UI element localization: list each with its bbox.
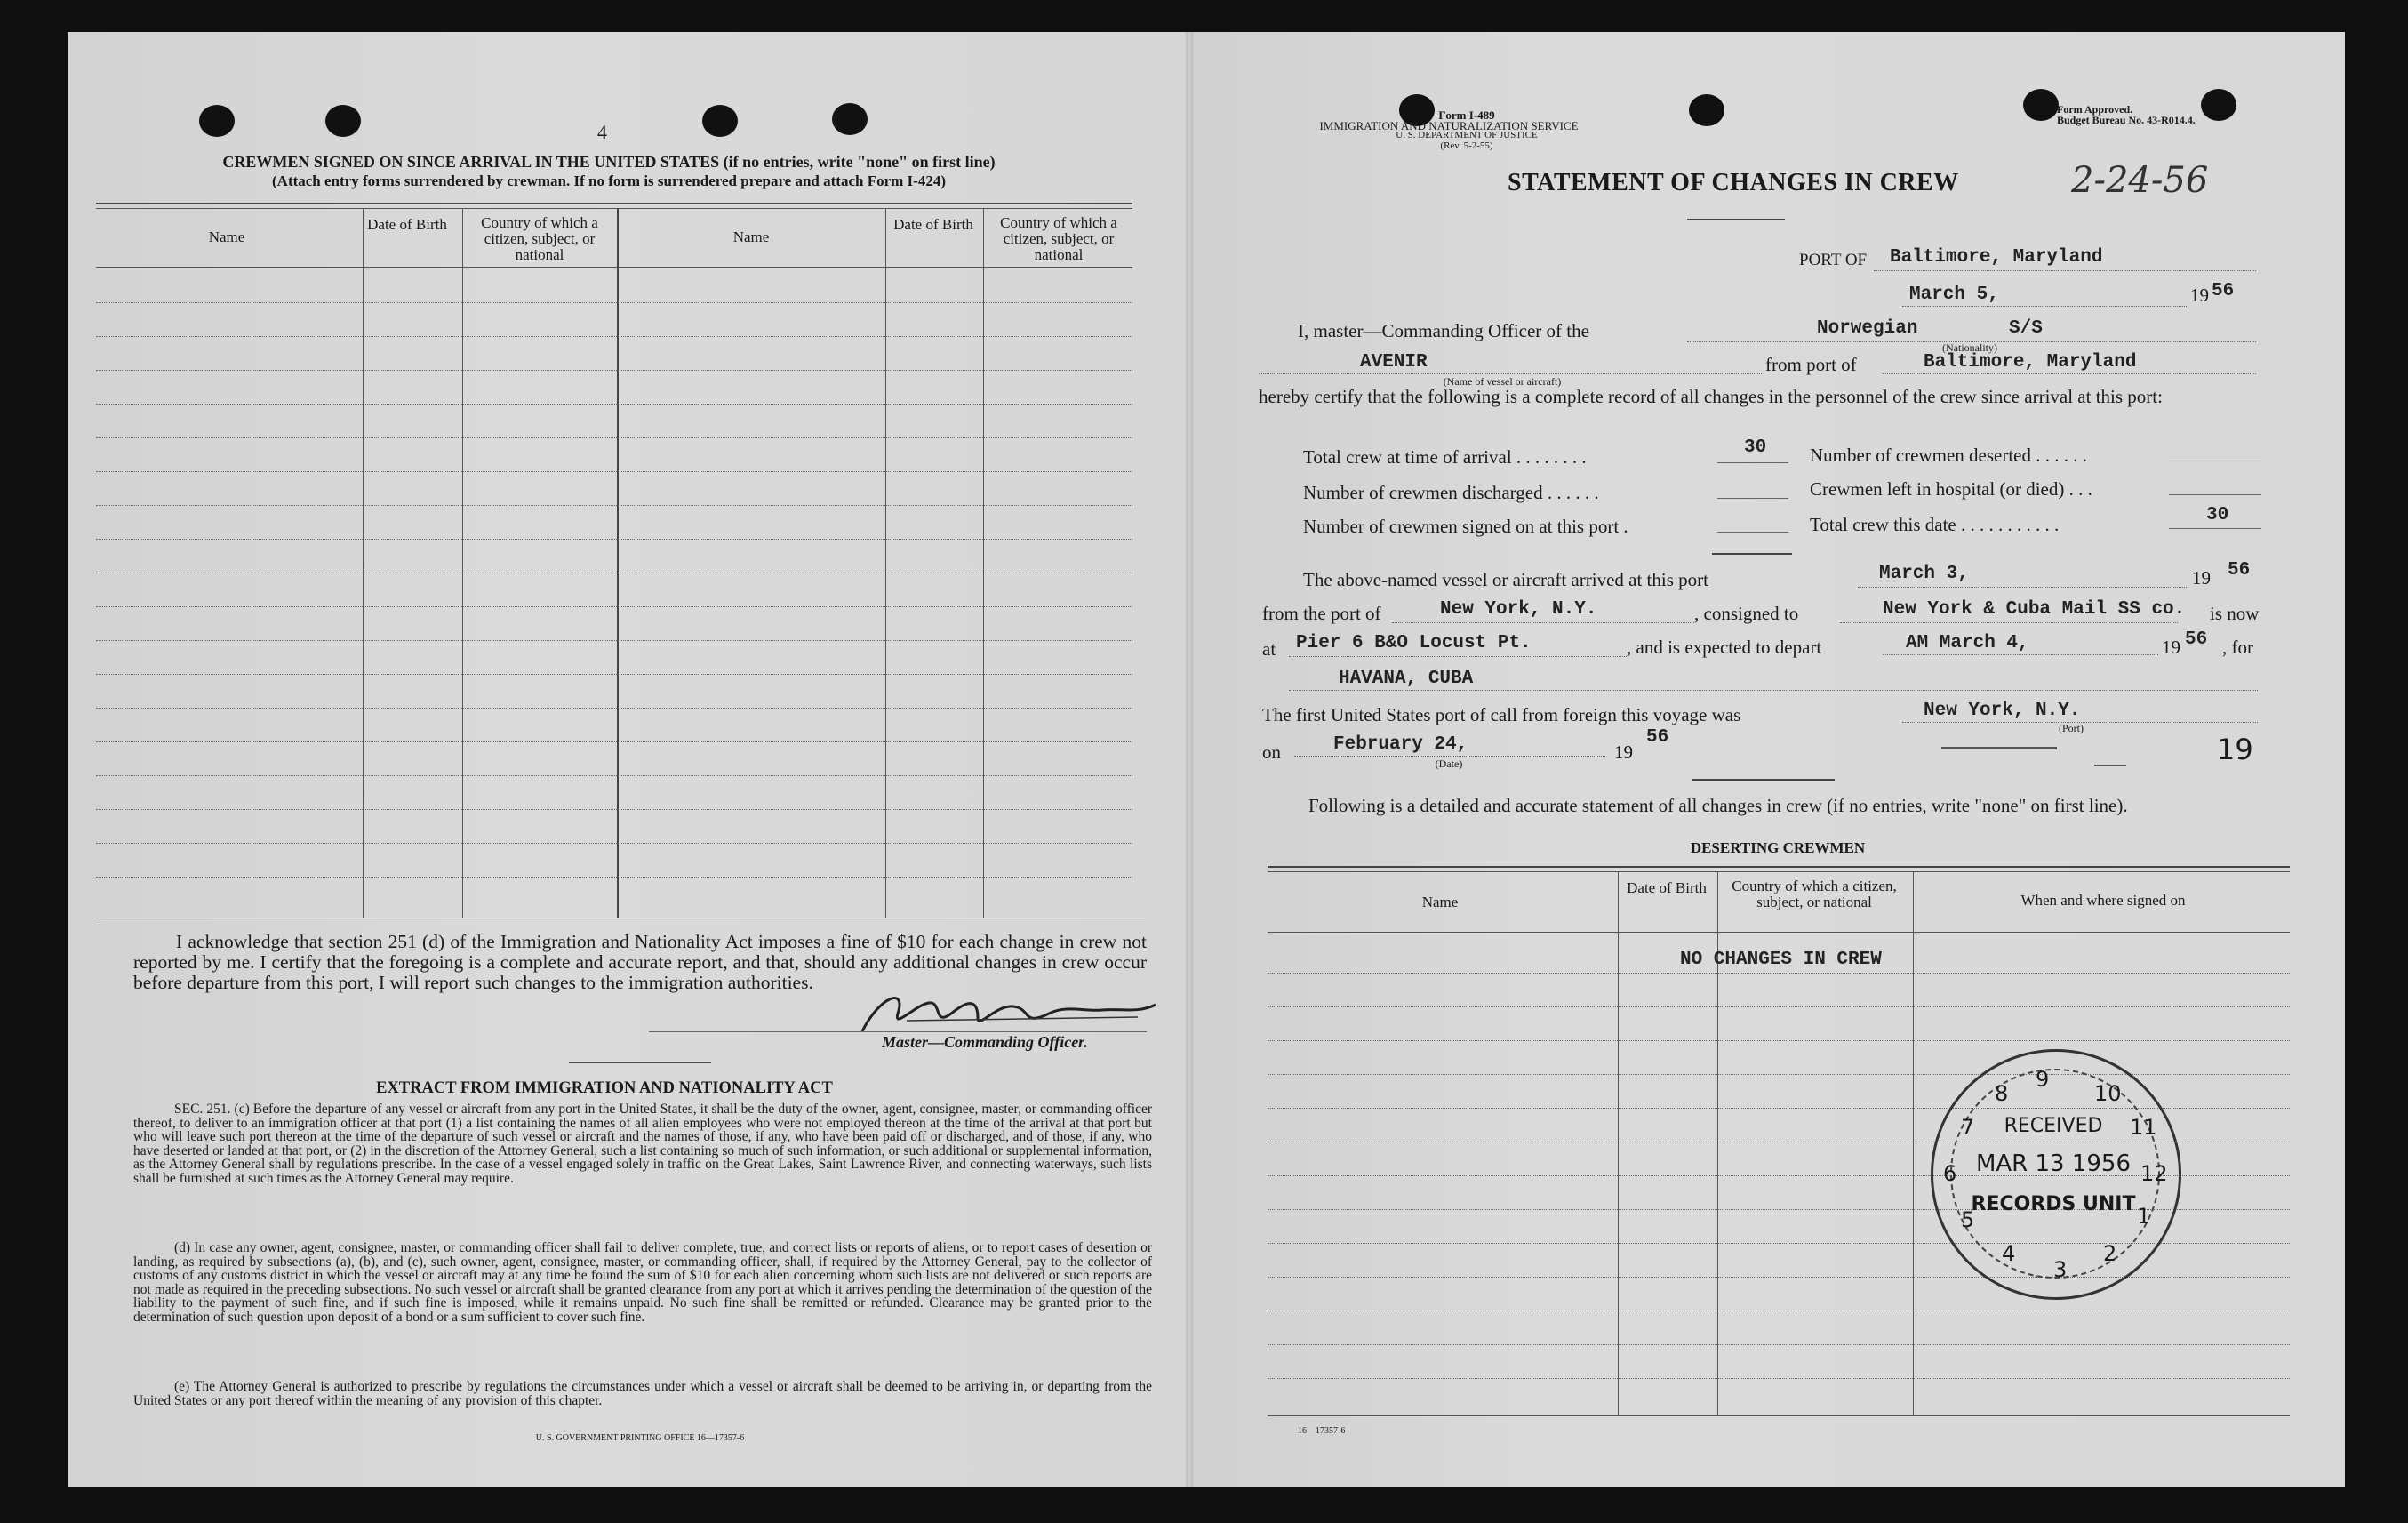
- right-page: [1189, 32, 2345, 1487]
- certify-text: hereby certify that the following is a complete record of all changes in the personnel of the crew since arrival at this port:: [1259, 386, 2163, 407]
- stamp-hour: 3: [2053, 1257, 2068, 1282]
- stamp-hour: 6: [1943, 1161, 1957, 1186]
- total-arrival-value: 30: [1744, 437, 1767, 458]
- form-revision: (Rev. 5-2-55): [1440, 140, 1493, 151]
- extract-section-c: SEC. 251. (c) Before the departure of any vessel or aircraft from any port in the United States, it shall be the duty of the owner, agent, consignee, master, or commanding officer thereof, to deliver to an immigration officer at that port (1) a list containing the names of all alien employees who were not employed thereon at the time of the arrival at that port but who will leave such port thereon at the time of the departure of such vessel or aircraft and the names of those, if any, who have been paid off or discharged, and of those, if any, who have deserted or landed at that port, or (2) in the discretion of the Attorney General, such a list containing so much of such information, or such additional or supplemental information, as the Attorney General shall by regulations prescribe. In the case of a vessel engaged solely in traffic on the Great Lakes, Saint Lawrence River, and connecting waterways, such lists shall be furnished at such times as the Attorney General may require.: [133, 1102, 1152, 1186]
- stamp-hour: 5: [1961, 1207, 1975, 1232]
- total-arrival-label: Total crew at time of arrival . . . . . . . .: [1303, 446, 1587, 468]
- first-port-year-prefix: 19: [1614, 741, 1633, 763]
- extract-section-d: (d) In case any owner, agent, consignee, master, or commanding officer shall fail to deliver complete, true, and correct lists or reports of aliens, or to report cases of desertion or landing, as required by subsections (a), (b), and (c), such owner, agent, consignee, master, or commanding officer, shall, if required by the Attorney General, pay to the collector of customs of any customs district in which the vessel or aircraft may at any time be found the sum of $10 for each alien concerning whom such lists are not delivered or such reports are not made as required in the preceding subsections. No such vessel or aircraft shall be granted clearance from any port at which it arrives pending the determination of the question of the liability to the payment of such fine, and if such fine is imposed, while it remains unpaid. No such fine shall be remitted or refunded. Clearance may be granted prior to the determination of such question upon deposit of a bond or a sum sufficient to cover such fine.: [133, 1240, 1152, 1325]
- destination: HAVANA, CUBA: [1339, 669, 1474, 689]
- for-label: , for: [2222, 637, 2253, 658]
- arrived-text: The above-named vessel or aircraft arrived at this port: [1303, 569, 1708, 590]
- col-header-dob-2: Date of Birth: [893, 216, 973, 233]
- crewmen-signed-subheader: (Attach entry forms surrendered by crewman. If no form is surrendered prepare and attach Form I-424): [272, 172, 946, 189]
- col-header-name: Name: [208, 228, 245, 245]
- punch-hole: [199, 105, 235, 137]
- depart-year-prefix: 19: [2162, 637, 2180, 658]
- from-port-label: from port of: [1765, 354, 1857, 375]
- no-changes-entry: NO CHANGES IN CREW: [1680, 950, 1882, 970]
- vessel-caption: (Name of vessel or aircraft): [1443, 375, 1562, 388]
- punch-hole: [2023, 89, 2059, 121]
- extract-title: EXTRACT FROM IMMIGRATION AND NATIONALITY ACT: [376, 1079, 833, 1097]
- report-date: March 5,: [1909, 285, 1999, 305]
- vessel-type: S/S: [2009, 318, 2043, 339]
- first-port-date: February 24,: [1333, 734, 1468, 755]
- on-label: on: [1262, 741, 1281, 763]
- punch-hole: [832, 103, 868, 135]
- depart-year: 56: [2185, 629, 2208, 650]
- stamp-date: MAR 13 1956: [1975, 1150, 2132, 1177]
- stamp-hour: 8: [1995, 1081, 2009, 1106]
- master-text: I, master—Commanding Officer of the: [1298, 320, 1589, 341]
- form-title: STATEMENT OF CHANGES IN CREW: [1508, 169, 1959, 196]
- deserted-label: Number of crewmen deserted . . . . . .: [1810, 445, 2087, 466]
- following-text: Following is a detailed and accurate statement of all changes in crew (if no entries, write "none" on first line).: [1308, 795, 2128, 816]
- right-printer-imprint: 16—17357-6: [1298, 1426, 1346, 1436]
- arrived-year-prefix: 19: [2192, 567, 2211, 589]
- stamp-hour: 7: [1961, 1115, 1975, 1140]
- stamp-hour: 4: [2002, 1241, 2016, 1266]
- first-port-year: 56: [1646, 727, 1669, 748]
- extract-section-e: (e) The Attorney General is authorized to prescribe by regulations the circumstances under which a vessel or aircraft shall be deemed to be arriving in, or departing from the United States or any port thereof within the meaning of any provision of this chapter.: [133, 1379, 1152, 1408]
- from-port-of-label: from the port of: [1262, 603, 1381, 624]
- vessel-nationality: Norwegian: [1817, 318, 1918, 339]
- desert-col-name: Name: [1421, 894, 1459, 910]
- crewmen-signed-header: CREWMEN SIGNED ON SINCE ARRIVAL IN THE UNITED STATES (if no entries, write "none" on first line): [222, 153, 996, 171]
- first-port-value: New York, N.Y.: [1924, 701, 2081, 721]
- report-year: 56: [2212, 281, 2235, 301]
- year-prefix: 19: [2190, 285, 2209, 306]
- stamp-hour: 11: [2130, 1115, 2157, 1140]
- handwritten-date: 2-24-56: [2071, 160, 2209, 201]
- signed-on-label: Number of crewmen signed on at this port .: [1303, 516, 1628, 537]
- desert-col-dob: Date of Birth: [1627, 879, 1707, 896]
- stamp-hour: 9: [2036, 1067, 2050, 1092]
- col-header-country-2: Country of which a citizen, subject, or national: [1000, 214, 1117, 263]
- from-port-of-value: New York, N.Y.: [1440, 599, 1597, 620]
- left-printer-imprint: U. S. GOVERNMENT PRINTING OFFICE 16—17357-6: [535, 1433, 745, 1443]
- signature-caption: Master—Commanding Officer.: [882, 1033, 1088, 1051]
- nationality-caption: (Nationality): [1942, 341, 1997, 354]
- page-gutter: [1186, 32, 1193, 1487]
- agency-name: IMMIGRATION AND NATURALIZATION SERVICE: [1319, 119, 1579, 132]
- stamp-hour: 12: [2140, 1161, 2168, 1186]
- hospital-label: Crewmen left in hospital (or died) . . .: [1810, 478, 2092, 500]
- from-port-value: Baltimore, Maryland: [1924, 352, 2137, 373]
- page-number: 4: [597, 121, 607, 143]
- at-label: at: [1262, 638, 1276, 660]
- is-now-label: is now: [2210, 603, 2260, 624]
- col-header-dob: Date of Birth: [367, 216, 447, 233]
- punch-hole: [325, 105, 361, 137]
- acknowledgement-text: I acknowledge that section 251 (d) of the Immigration and Nationality Act imposes a fine of $10 for each change in crew not reported by me. I certify that the foregoing is a complete and accurate report, and that, should any additional changes in crew occur before departure from this port, I will report such changes to the immigration authorities.: [133, 931, 1147, 993]
- depart-value: AM March 4,: [1906, 633, 2029, 653]
- consigned-label: , consigned to: [1694, 603, 1799, 624]
- form-number: Form I-489: [1438, 108, 1495, 122]
- budget-bureau: Budget Bureau No. 43-R014.4.: [2057, 114, 2196, 126]
- stamp-hour: 1: [2137, 1204, 2151, 1229]
- total-date-label: Total crew this date . . . . . . . . . . .: [1810, 514, 2060, 535]
- arrived-date: March 3,: [1879, 564, 1969, 584]
- port-caption: (Port): [2059, 722, 2084, 734]
- stamp-received: RECEIVED: [2004, 1115, 2103, 1137]
- punch-hole: [1689, 94, 1724, 126]
- date-caption: (Date): [1435, 757, 1463, 770]
- vessel-name: AVENIR: [1360, 352, 1428, 373]
- col-header-name-2: Name: [732, 228, 770, 245]
- margin-number: 19: [2217, 733, 2253, 766]
- stamp-unit: RECORDS UNIT: [1971, 1193, 2136, 1215]
- discharged-label: Number of crewmen discharged . . . . . .: [1303, 482, 1599, 503]
- stamp-hour: 2: [2103, 1241, 2117, 1266]
- punch-hole: [2201, 89, 2236, 121]
- punch-hole: [702, 105, 738, 137]
- consigned-value: New York & Cuba Mail SS co.: [1883, 599, 2186, 620]
- form-approved: Form Approved.: [2057, 103, 2133, 116]
- first-port-text: The first United States port of call from foreign this voyage was: [1262, 704, 1741, 725]
- berth-value: Pier 6 B&O Locust Pt.: [1296, 633, 1532, 653]
- desert-col-country: Country of which a citizen, subject, or national: [1732, 878, 1897, 910]
- stamp-hour: 10: [2094, 1081, 2122, 1106]
- port-value: Baltimore, Maryland: [1890, 247, 2103, 268]
- port-label: PORT OF: [1799, 251, 1868, 269]
- deserting-title: DESERTING CREWMEN: [1690, 839, 1866, 856]
- col-header-country: Country of which a citizen, subject, or national: [481, 214, 598, 263]
- desert-col-when-where: When and where signed on: [2020, 892, 2186, 909]
- department-name: U. S. DEPARTMENT OF JUSTICE: [1396, 130, 1538, 140]
- total-date-value: 30: [2206, 505, 2229, 525]
- arrived-year: 56: [2228, 560, 2251, 581]
- expected-label: , and is expected to depart: [1627, 637, 1822, 658]
